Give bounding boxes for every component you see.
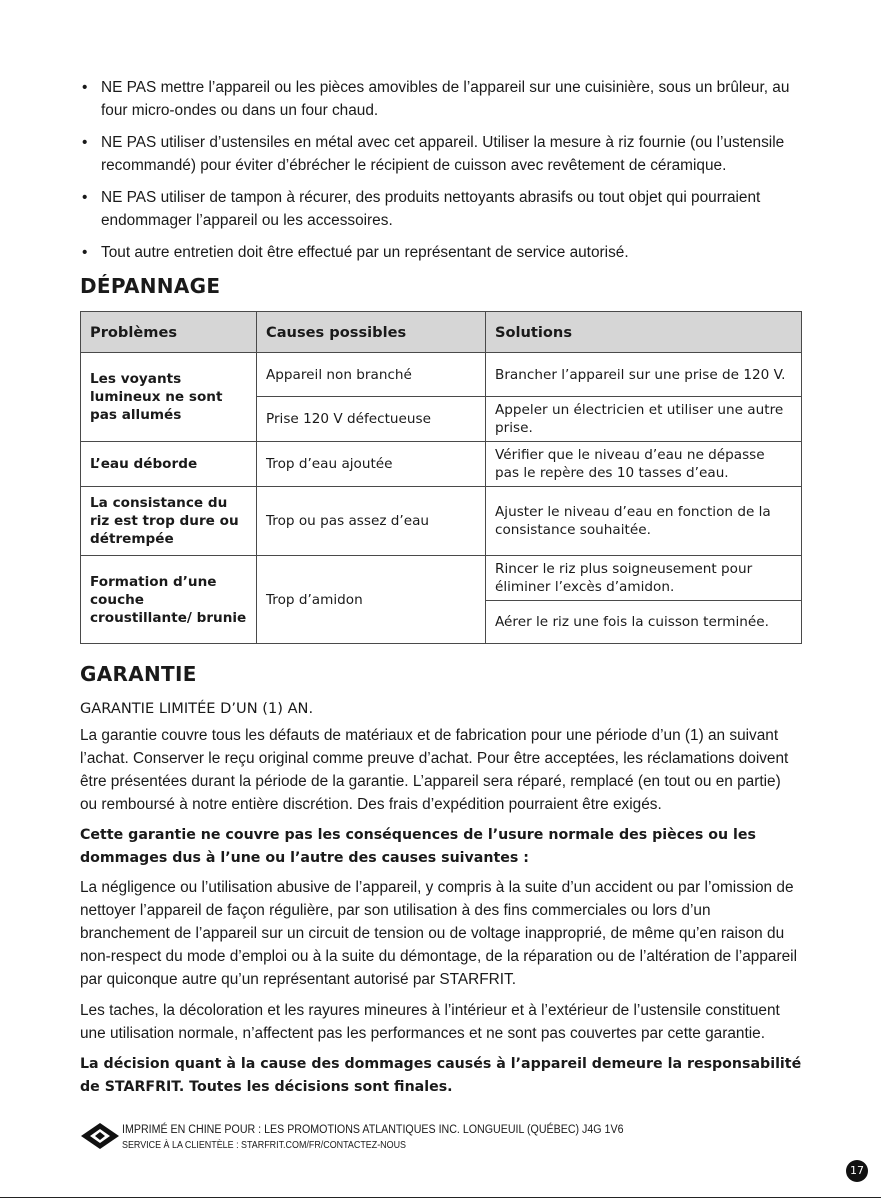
table-row bbox=[81, 353, 802, 397]
warranty-paragraph: La négligence ou l’utilisation abusive de l’appareil, y compris à la suite d’un accident ou par l’omission de nettoyer l’appareil de façon régulière, par son utilisation à des fins commerciales ou lors d’un branchement de l’appareil sur un circuit de tension ou de voltage inapproprié, de même qu’en raison du non-respect du mode d’emploi ou à la suite du démontage, de la réparation ou de l’altération de l’appareil par quiconque autre qu’un représentant autorisé par STARFRIT. bbox=[80, 879, 797, 988]
table-row bbox=[81, 487, 802, 556]
problem-cell: Formation d’une couche croustillante/ brunie bbox=[81, 556, 257, 644]
problem-cell: L’eau déborde bbox=[81, 442, 257, 487]
cause-cell: Trop d’amidon bbox=[257, 556, 486, 644]
warranty-decision-statement: La décision quant à la cause des dommages causés à l’appareil demeure la responsabilité de STARFRIT. Toutes les décisions sont finales. bbox=[80, 1056, 802, 1095]
problem-cell: Les voyants lumineux ne sont pas allumés bbox=[81, 353, 257, 442]
warranty-heading: GARANTIE bbox=[80, 662, 197, 686]
bottom-divider bbox=[0, 1197, 881, 1198]
troubleshooting-heading: DÉPANNAGE bbox=[80, 274, 221, 298]
column-header-problems: Problèmes bbox=[81, 312, 257, 353]
footer-text bbox=[122, 1122, 624, 1152]
warranty-paragraph: Les taches, la décoloration et les rayures mineures à l’intérieur et à l’extérieur de l’ustensile constituent une utilisation normale, n’affectent pas les performances et ne sont pas couvertes par cette garantie. bbox=[80, 1002, 780, 1042]
solution-cell: Ajuster le niveau d’eau en fonction de la consistance souhaitée. bbox=[486, 487, 802, 556]
table-row bbox=[81, 556, 802, 601]
printed-in-line: IMPRIMÉ EN CHINE POUR : LES PROMOTIONS ATLANTIQUES INC. LONGUEUIL (QUÉBEC) J4G 1V6 bbox=[122, 1122, 624, 1136]
table-header-row bbox=[81, 312, 802, 353]
care-instructions-list bbox=[80, 76, 810, 273]
solution-cell: Vérifier que le niveau d’eau ne dépasse pas le repère des 10 tasses d’eau. bbox=[486, 442, 802, 487]
solution-cell: Appeler un électricien et utiliser une autre prise. bbox=[486, 397, 802, 442]
page-number-badge: 17 bbox=[846, 1160, 868, 1182]
cause-cell: Trop ou pas assez d’eau bbox=[257, 487, 486, 556]
list-item: • Tout autre entretien doit être effectué par un représentant de service autorisé. bbox=[80, 241, 810, 264]
warranty-subheading: GARANTIE LIMITÉE D’UN (1) AN. bbox=[80, 700, 314, 717]
cause-cell: Appareil non branché bbox=[257, 353, 486, 397]
warranty-section bbox=[80, 697, 802, 1105]
list-item: • NE PAS utiliser d’ustensiles en métal avec cet appareil. Utiliser la mesure à riz fournie (ou l’ustensile recommandé) pour éviter d’ébrécher le récipient de cuisson avec revêtement de céramique. bbox=[80, 131, 810, 177]
customer-service-line: SERVICE À LA CLIENTÈLE : STARFRIT.COM/FR/CONTACTEZ-NOUS bbox=[122, 1140, 407, 1151]
cause-cell: Prise 120 V défectueuse bbox=[257, 397, 486, 442]
problem-cell: La consistance du riz est trop dure ou détrempée bbox=[81, 487, 257, 556]
warranty-paragraph: La garantie couvre tous les défauts de matériaux et de fabrication pour une période d’un (1) an suivant l’achat. Conserver le reçu original comme preuve d’achat. Pour être acceptées, les réclamations doivent être présentées durant la période de la garantie. L’appareil sera réparé, remplacé (en tout ou en partie) ou remboursé à notre entière discrétion. Des frais d’expédition pourraient être exigés. bbox=[80, 727, 789, 813]
troubleshooting-table bbox=[80, 311, 802, 644]
solution-cell: Aérer le riz une fois la cuisson terminée. bbox=[486, 601, 802, 644]
list-item: • NE PAS utiliser de tampon à récurer, des produits nettoyants abrasifs ou tout objet qui pourraient endommager l’appareil ou les accessoires. bbox=[80, 186, 810, 232]
solution-cell: Brancher l’appareil sur une prise de 120 V. bbox=[486, 353, 802, 397]
column-header-causes: Causes possibles bbox=[257, 312, 486, 353]
table-row bbox=[81, 442, 802, 487]
starfrit-logo-icon bbox=[80, 1122, 120, 1150]
solution-cell: Rincer le riz plus soigneusement pour éliminer l’excès d’amidon. bbox=[486, 556, 802, 601]
warranty-exclusions-heading: Cette garantie ne couvre pas les conséquences de l’usure normale des pièces ou les dommages dus à l’une ou l’autre des causes suivantes : bbox=[80, 827, 756, 866]
list-item: • NE PAS mettre l’appareil ou les pièces amovibles de l’appareil sur une cuisinière, sous un brûleur, au four micro-ondes ou dans un four chaud. bbox=[80, 76, 810, 122]
column-header-solutions: Solutions bbox=[486, 312, 802, 353]
cause-cell: Trop d’eau ajoutée bbox=[257, 442, 486, 487]
